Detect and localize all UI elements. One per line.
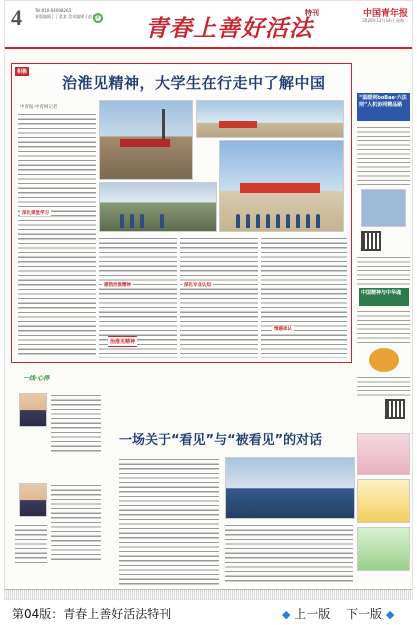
person-shape bbox=[286, 214, 290, 228]
person-shape bbox=[266, 214, 270, 228]
article-byline: 中青报·中青网记者 bbox=[20, 105, 58, 110]
article-subhead: 深化专业认知 bbox=[184, 283, 211, 288]
masthead-info-line: 本版编辑 | 丁某某 美术编辑 | 赵某某 bbox=[35, 14, 101, 19]
sidebar-text bbox=[357, 309, 410, 345]
sidebar-text bbox=[357, 255, 410, 285]
paper-date: 2020年12月14日 星期一 bbox=[362, 18, 408, 23]
next-page-button[interactable] bbox=[346, 605, 394, 622]
person-shape bbox=[140, 214, 144, 228]
masthead bbox=[5, 1, 413, 49]
person-shape bbox=[246, 214, 250, 228]
sidebar-logo-icon bbox=[369, 348, 399, 372]
main-article[interactable] bbox=[11, 63, 352, 363]
section-tag: 特刊 bbox=[305, 9, 319, 17]
ring-icon bbox=[93, 13, 103, 23]
lower-article-title[interactable]: 一场关于“看见”与“被看见”的对话 bbox=[119, 433, 323, 448]
crane-shape bbox=[162, 109, 165, 143]
left-arrow-icon: ◆ bbox=[282, 608, 291, 621]
section-title: 青春上善好活法 bbox=[145, 15, 313, 42]
page-navigation-bar bbox=[0, 601, 417, 625]
sign-shape bbox=[120, 139, 170, 147]
previous-page-label: 上一版 bbox=[294, 607, 331, 621]
article-headline[interactable]: 治淮见精神，大学生在行走中了解中国 bbox=[62, 74, 326, 92]
article-subhead: 感悟治淮精神 bbox=[104, 283, 131, 288]
article-quote: 治淮见精神 bbox=[108, 336, 137, 347]
sidebar-text bbox=[357, 375, 410, 397]
sidebar-green-box[interactable]: 中国精神与中华魂 bbox=[359, 288, 409, 306]
page-number: 4 bbox=[11, 5, 22, 30]
article-photo bbox=[99, 100, 193, 180]
article-kicker: 积极 bbox=[17, 69, 28, 75]
qr-code-icon bbox=[385, 399, 405, 419]
article-column-text bbox=[261, 236, 347, 358]
portrait-photo bbox=[19, 393, 47, 427]
ad-block[interactable] bbox=[357, 479, 410, 523]
lower-text bbox=[225, 523, 353, 585]
article-column-text bbox=[180, 236, 258, 358]
masthead-info bbox=[35, 8, 100, 20]
paper-name: 中国青年报 bbox=[362, 9, 408, 19]
lower-text bbox=[51, 393, 101, 453]
sidebar bbox=[357, 63, 410, 423]
lower-text bbox=[51, 483, 101, 563]
sidebar-banner[interactable] bbox=[357, 93, 410, 121]
person-shape bbox=[276, 214, 280, 228]
right-arrow-icon: ◆ bbox=[385, 608, 395, 621]
page-footer bbox=[5, 589, 413, 600]
previous-page-button[interactable] bbox=[282, 605, 330, 622]
article-subhead: 深化课堂学习 bbox=[22, 211, 49, 216]
lower-text bbox=[119, 457, 219, 585]
ad-block[interactable] bbox=[357, 433, 410, 475]
article-photo bbox=[196, 100, 344, 138]
newspaper-page bbox=[4, 0, 413, 600]
article-column-text bbox=[18, 112, 96, 358]
lower-article-photo bbox=[225, 457, 355, 519]
article-photo bbox=[99, 182, 217, 232]
sidebar-banner-title: “温暖到boBae·六法则”人机协同精品路 bbox=[359, 95, 407, 108]
person-shape bbox=[306, 214, 310, 228]
person-shape bbox=[120, 214, 124, 228]
next-page-label: 下一版 bbox=[346, 607, 383, 621]
green-logo bbox=[93, 13, 105, 23]
sidebar-text bbox=[357, 125, 410, 185]
person-shape bbox=[160, 214, 164, 228]
current-page-label: 第04版：青春上善好活法特刊 bbox=[12, 607, 172, 621]
portrait-photo bbox=[19, 483, 47, 517]
lower-text bbox=[15, 523, 47, 563]
person-shape bbox=[256, 214, 260, 228]
person-shape bbox=[130, 214, 134, 228]
ad-block[interactable] bbox=[357, 527, 410, 571]
lower-left-column[interactable] bbox=[11, 373, 103, 573]
person-shape bbox=[296, 214, 300, 228]
person-shape bbox=[236, 214, 240, 228]
lower-left-label: 一线·心得 bbox=[23, 375, 50, 382]
sidebar-photo bbox=[361, 189, 406, 227]
article-subhead: 情感体认 bbox=[274, 327, 292, 332]
qr-code-icon bbox=[361, 231, 381, 251]
sign-shape bbox=[219, 121, 257, 128]
article-photo bbox=[219, 140, 344, 232]
masthead-info-line: Tel:010-64098265 bbox=[35, 8, 72, 13]
banner-shape bbox=[240, 183, 320, 193]
person-shape bbox=[316, 214, 320, 228]
